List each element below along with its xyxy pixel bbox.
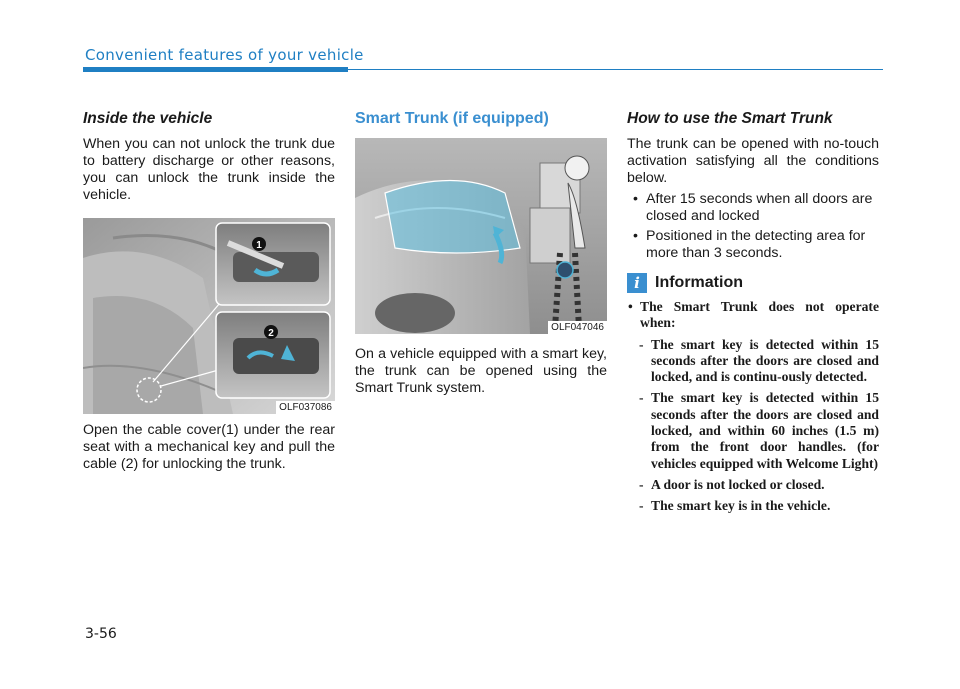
- header-accent-bar: [83, 67, 348, 72]
- paragraph-no-touch-activation: The trunk can be opened with no-touch activation satisfying all the conditions below.: [627, 136, 879, 186]
- list-item: • Positioned in the detecting area for more than 3 seconds.: [627, 228, 879, 262]
- figure-code-olf047046: OLF047046: [548, 321, 607, 334]
- info-icon: i: [627, 273, 647, 293]
- information-header: [627, 273, 879, 293]
- heading-inside-vehicle: Inside the vehicle: [83, 110, 213, 127]
- list-item: - The smart key is detected within 15 seconds after the doors are closed and locked, and within 60 inches (1.5 m) from the front door handles. (for vehicles equipped with Welcome Light): [627, 390, 879, 471]
- heading-how-to-use: How to use the Smart Trunk: [627, 110, 833, 127]
- paragraph-inside-intro: When you can not unlock the trunk due to battery discharge or other reasons, you can unlock the trunk inside the vehicle.: [83, 136, 335, 203]
- page-number: 3-56: [85, 626, 117, 642]
- list-item: • After 15 seconds when all doors are closed and locked: [627, 191, 879, 225]
- information-lead: • The Smart Trunk does not operate when:: [627, 299, 879, 332]
- figure-smart-trunk: [355, 138, 607, 334]
- figure-code-olf037086: OLF037086: [276, 401, 335, 414]
- list-item: - A door is not locked or closed.: [627, 477, 879, 493]
- figure-rear-seat-cable: [83, 218, 335, 414]
- header-rule: [348, 69, 883, 70]
- list-item: - The smart key is detected within 15 seconds after the doors are closed and locked, and is continu-ously detected.: [627, 337, 879, 386]
- heading-smart-trunk: Smart Trunk (if equipped): [355, 110, 549, 127]
- column-inside-vehicle: [83, 110, 335, 473]
- section-header-title: Convenient features of your vehicle: [85, 46, 364, 64]
- conditions-list: [627, 191, 879, 262]
- paragraph-smart-trunk-intro: On a vehicle equipped with a smart key, the trunk can be opened using the Smart Trunk system.: [355, 346, 607, 396]
- rear-seat-illustration: [83, 218, 335, 414]
- callout-2: 2: [268, 328, 274, 339]
- column-smart-trunk: [355, 110, 607, 397]
- column-how-to-use: [627, 110, 879, 515]
- information-title: Information: [655, 274, 743, 291]
- smart-trunk-illustration: [355, 138, 607, 334]
- information-list: [627, 299, 879, 515]
- paragraph-cable-instructions: Open the cable cover(1) under the rear seat with a mechanical key and pull the cable (2) for unlocking the trunk.: [83, 422, 335, 472]
- list-item: - The smart key is in the vehicle.: [627, 498, 879, 514]
- callout-1: 1: [256, 240, 262, 251]
